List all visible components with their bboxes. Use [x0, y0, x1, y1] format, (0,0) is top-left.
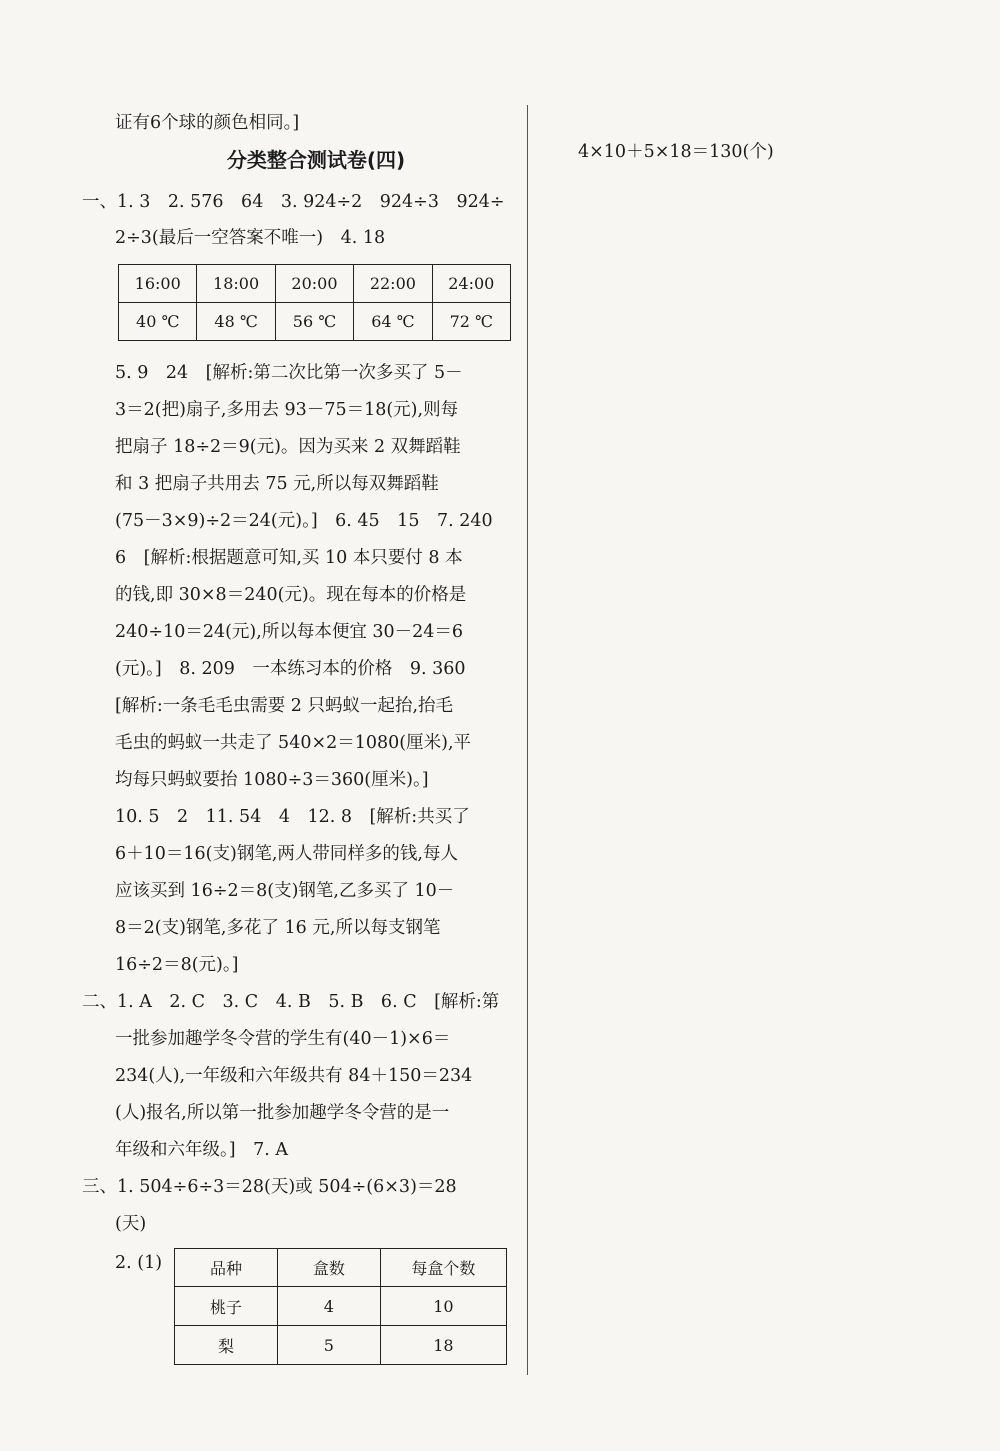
text-line: 10. 5 2 11. 54 4 12. 8 [解析:共买了: [115, 807, 470, 827]
text-line: 把扇子 18÷2＝9(元)。因为买来 2 双舞蹈鞋: [115, 437, 461, 457]
text-line: (75－3×9)÷2＝24(元)。] 6. 45 15 7. 240: [115, 511, 493, 531]
table-cell: 4: [277, 1287, 380, 1326]
text-line: 240÷10＝24(元),所以每本便宜 30－24＝6: [115, 622, 464, 642]
text-line: 6＋10＝16(支)钢笔,两人带同样多的钱,每人: [115, 844, 458, 864]
table-cell: 桃子: [175, 1287, 278, 1326]
table-cell: 56 ℃: [275, 303, 353, 341]
table-cell: 20:00: [275, 265, 353, 303]
section-title: 分类整合测试卷(四): [226, 148, 406, 172]
text-line: 6 [解析:根据题意可知,买 10 本只要付 8 本: [115, 548, 463, 568]
table-cell: 5: [277, 1326, 380, 1365]
table-cell: 40 ℃: [119, 303, 197, 341]
table-cell: 18:00: [197, 265, 275, 303]
table-cell: 72 ℃: [432, 303, 510, 341]
table-cell: 64 ℃: [354, 303, 432, 341]
text-line: 毛虫的蚂蚁一共走了 540×2＝1080(厘米),平: [115, 733, 472, 753]
table-header-cell: 盒数: [277, 1249, 380, 1287]
text-line: 和 3 把扇子共用去 75 元,所以每双舞蹈鞋: [115, 474, 439, 494]
text-line: 5. 9 24 [解析:第二次比第一次多买了 5－: [115, 363, 463, 383]
table-cell: 18: [380, 1326, 506, 1365]
text-line: (天): [115, 1214, 147, 1234]
text-line: 2. (1): [115, 1253, 163, 1273]
table-header-cell: 品种: [175, 1249, 278, 1287]
text-line: 均每只蚂蚁要抬 1080÷3＝360(厘米)。]: [115, 770, 429, 790]
text-line: 二、1. A 2. C 3. C 4. B 5. B 6. C [解析:第: [82, 992, 500, 1012]
table-header-cell: 每盒个数: [380, 1249, 506, 1287]
temperature-table: [118, 264, 511, 341]
table-cell: 48 ℃: [197, 303, 275, 341]
table-cell: 10: [380, 1287, 506, 1326]
text-line: (人)报名,所以第一批参加趣学冬令营的是一: [115, 1103, 450, 1123]
text-line: 应该买到 16÷2＝8(支)钢笔,乙多买了 10－: [115, 881, 455, 901]
text-line: 8＝2(支)钢笔,多花了 16 元,所以每支钢笔: [115, 918, 441, 938]
text-line: 4×10＋5×18＝130(个): [578, 142, 774, 162]
table-cell: 24:00: [432, 265, 510, 303]
table-cell: 16:00: [119, 265, 197, 303]
table-cell: 22:00: [354, 265, 432, 303]
text-line: 234(人),一年级和六年级共有 84＋150＝234: [115, 1066, 473, 1086]
text-line: 一批参加趣学冬令营的学生有(40－1)×6＝: [115, 1029, 451, 1049]
fruit-table-1: [174, 1248, 507, 1365]
text-line: 的钱,即 30×8＝240(元)。现在每本的价格是: [115, 585, 467, 605]
text-line: 2÷3(最后一空答案不唯一) 4. 18: [115, 228, 386, 248]
text-line: 一、1. 3 2. 576 64 3. 924÷2 924÷3 924÷: [82, 192, 505, 212]
text-line: (元)。] 8. 209 一本练习本的价格 9. 360: [115, 659, 466, 679]
text-line: 16÷2＝8(元)。]: [115, 955, 239, 975]
text-line: 三、1. 504÷6÷3＝28(天)或 504÷(6×3)＝28: [82, 1177, 457, 1197]
text-line: 证有6个球的颜色相同。]: [115, 113, 300, 133]
text-line: 年级和六年级。] 7. A: [115, 1140, 288, 1160]
text-line: 3＝2(把)扇子,多用去 93－75＝18(元),则每: [115, 400, 459, 420]
column-divider: [527, 105, 528, 1375]
table-cell: 梨: [175, 1326, 278, 1365]
text-line: [解析:一条毛毛虫需要 2 只蚂蚁一起抬,抬毛: [115, 696, 454, 716]
